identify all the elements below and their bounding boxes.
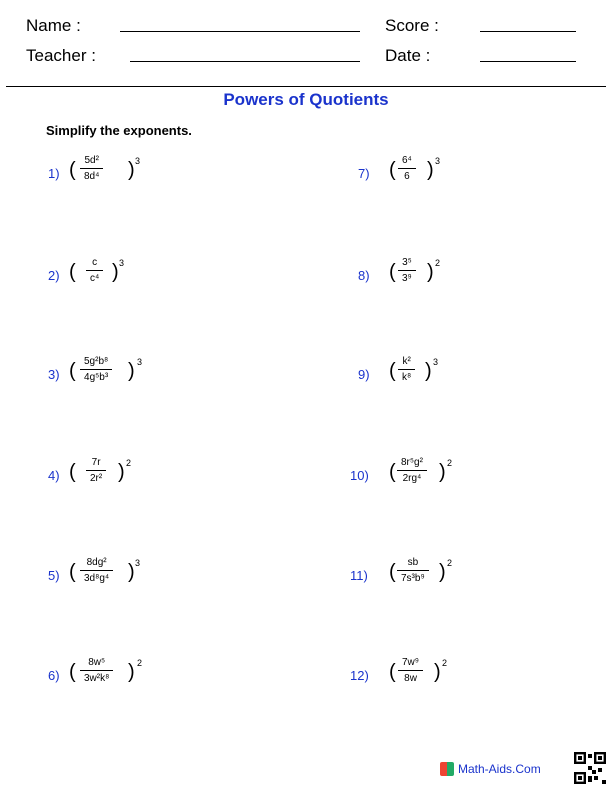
problem-number: 12): [350, 668, 369, 683]
date-line[interactable]: [480, 61, 576, 62]
problem-number: 1): [48, 166, 60, 181]
outer-exponent: 3: [137, 357, 143, 367]
denominator: c⁴: [90, 273, 100, 284]
problem-7: [334, 154, 594, 204]
fraction: [398, 256, 416, 287]
fraction: [80, 656, 113, 687]
outer-exponent: 3: [435, 156, 441, 166]
fraction: [398, 355, 415, 386]
right-paren: ): [128, 561, 135, 583]
left-paren: (: [69, 561, 76, 583]
problem-10: [324, 456, 584, 506]
left-paren: (: [389, 561, 396, 583]
outer-exponent: 3: [433, 357, 439, 367]
fraction: [397, 556, 429, 587]
left-paren: (: [69, 360, 76, 382]
outer-exponent: 2: [447, 558, 453, 568]
left-paren: (: [389, 360, 396, 382]
problem-number: 10): [350, 468, 369, 483]
fraction: [86, 456, 106, 487]
numerator: c: [86, 256, 103, 271]
fraction: [397, 456, 427, 487]
denominator: 3⁹: [402, 273, 412, 284]
numerator: 3⁵: [398, 256, 416, 271]
problem-6: [24, 656, 284, 706]
left-paren: (: [389, 461, 396, 483]
name-line[interactable]: [120, 31, 360, 32]
numerator: 7r: [86, 456, 106, 471]
problem-2: [24, 256, 284, 306]
problem-number: 7): [358, 166, 370, 181]
problem-1: [24, 154, 284, 204]
right-paren: ): [118, 461, 125, 483]
outer-exponent: 2: [447, 458, 453, 468]
numerator: 6⁴: [398, 154, 416, 169]
left-paren: (: [389, 261, 396, 283]
denominator: 8w: [404, 673, 417, 684]
fraction: [80, 556, 113, 587]
date-label: Date :: [385, 46, 431, 65]
right-paren: ): [112, 261, 119, 283]
problem-4: [24, 456, 284, 506]
outer-exponent: 3: [135, 558, 141, 568]
score-line[interactable]: [480, 31, 576, 32]
numerator: 8dg²: [80, 556, 113, 571]
problem-number: 2): [48, 268, 60, 283]
problem-number: 6): [48, 668, 60, 683]
score-label: Score :: [385, 16, 439, 35]
calculator-icon: [440, 762, 454, 776]
left-paren: (: [69, 159, 76, 181]
problem-9: [334, 355, 594, 405]
qr-code-icon: [574, 752, 606, 784]
teacher-line[interactable]: [130, 61, 360, 62]
problem-number: 11): [350, 568, 368, 583]
left-paren: (: [69, 261, 76, 283]
math-aids-logo[interactable]: [440, 762, 541, 776]
right-paren: ): [425, 360, 432, 382]
problem-number: 4): [48, 468, 60, 483]
denominator: 4g⁵b³: [84, 372, 109, 383]
right-paren: ): [434, 661, 441, 683]
numerator: 8r⁵g²: [397, 456, 427, 471]
worksheet-title: Powers of Quotients: [223, 90, 389, 109]
left-paren: (: [69, 661, 76, 683]
outer-exponent: 2: [435, 258, 441, 268]
problem-3: [24, 355, 284, 405]
right-paren: ): [427, 159, 434, 181]
denominator: 7s³b⁹: [401, 573, 425, 584]
right-paren: ): [427, 261, 434, 283]
denominator: k⁸: [402, 372, 412, 383]
denominator: 6: [404, 171, 410, 182]
name-label: Name :: [26, 16, 81, 35]
instructions: Simplify the exponents.: [46, 123, 192, 138]
problem-number: 9): [358, 367, 370, 382]
fraction: [398, 656, 423, 687]
numerator: 5g²b⁸: [80, 355, 112, 370]
left-paren: (: [69, 461, 76, 483]
outer-exponent: 2: [126, 458, 132, 468]
site-name: Math-Aids.Com: [458, 762, 541, 776]
numerator: 7w⁹: [398, 656, 423, 671]
numerator: sb: [397, 556, 429, 571]
fraction: [80, 154, 103, 185]
problem-11: [324, 556, 584, 606]
numerator: 5d²: [80, 154, 103, 169]
right-paren: ): [439, 561, 446, 583]
fraction: [398, 154, 416, 185]
fraction: [80, 355, 112, 386]
numerator: 8w⁵: [80, 656, 113, 671]
problem-number: 8): [358, 268, 370, 283]
left-paren: (: [389, 159, 396, 181]
outer-exponent: 3: [135, 156, 141, 166]
problem-number: 5): [48, 568, 60, 583]
header-divider: [6, 86, 606, 87]
problem-12: [324, 656, 584, 706]
problem-8: [334, 256, 594, 306]
right-paren: ): [128, 661, 135, 683]
problem-number: 3): [48, 367, 60, 382]
denominator: 3d⁸g⁴: [84, 573, 110, 584]
right-paren: ): [128, 360, 135, 382]
left-paren: (: [389, 661, 396, 683]
fraction: [86, 256, 103, 287]
denominator: 8d⁴: [84, 171, 100, 182]
problem-5: [24, 556, 284, 606]
right-paren: ): [439, 461, 446, 483]
outer-exponent: 3: [119, 258, 125, 268]
teacher-label: Teacher :: [26, 46, 96, 65]
right-paren: ): [128, 159, 135, 181]
denominator: 2rg⁴: [402, 473, 422, 484]
denominator: 2r²: [90, 473, 103, 484]
outer-exponent: 2: [137, 658, 143, 668]
denominator: 3w²k⁸: [84, 673, 110, 684]
numerator: k²: [398, 355, 415, 370]
outer-exponent: 2: [442, 658, 448, 668]
